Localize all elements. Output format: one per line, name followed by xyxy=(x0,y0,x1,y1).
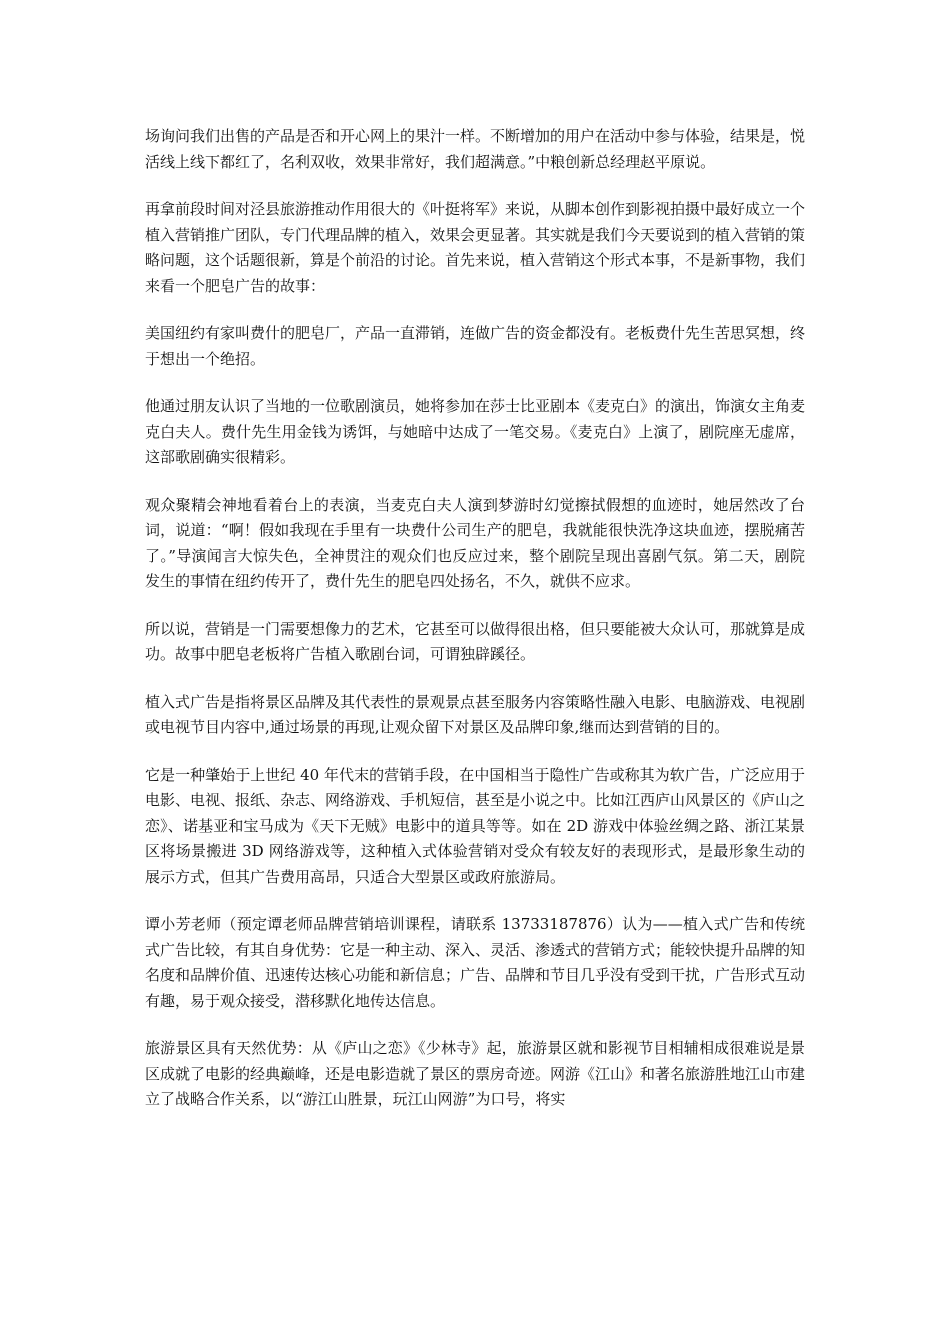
paragraph-2: 再拿前段时间对泾县旅游推动作用很大的《叶挺将军》来说，从脚本创作到影视拍摄中最好成立一个植入营销推广团队，专门代理品牌的植入，效果会更显著。其实就是我们今天要说到的植入营销的策略问题，这个话题很新，算是个前沿的讨论。首先来说，植入营销这个形式本事，不是新事物，我们来看一个肥皂广告的故事： xyxy=(145,200,806,295)
paragraph-9: 谭小芳老师（预定谭老师品牌营销培训课程，请联系 13733187876）认为——植入式广告和传统式广告比较，有其自身优势：它是一种主动、深入、灵活、渗透式的营销方式；能较快提升品牌的知名度和品牌价值、迅速传达核心功能和新信息；广告、品牌和节目几乎没有受到干扰，广告形式互动有趣，易于观众接受，潜移默化地传达信息。 xyxy=(145,915,806,1010)
paragraph-7: 植入式广告是指将景区品牌及其代表性的景观景点甚至服务内容策略性融入电影、电脑游戏、电视剧或电视节目内容中,通过场景的再现,让观众留下对景区及品牌印象,继而达到营销的目的。 xyxy=(145,692,806,736)
paragraph-1: 场询问我们出售的产品是否和开心网上的果汁一样。不断增加的用户在活动中参与体验，结果是，悦活线上线下都红了，名利双收，效果非常好，我们超满意。”中粮创新总经理赵平原说。 xyxy=(145,127,806,171)
document-body xyxy=(145,124,805,1135)
paragraph-4: 他通过朋友认识了当地的一位歌剧演员，她将参加在莎士比亚剧本《麦克白》的演出，饰演女主角麦克白夫人。费什先生用金钱为诱饵，与她暗中达成了一笔交易。《麦克白》上演了，剧院座无虚席，这部歌剧确实很精彩。 xyxy=(145,397,806,466)
paragraph-5: 观众聚精会神地看着台上的表演，当麦克白夫人演到梦游时幻觉擦拭假想的血迹时，她居然改了台词，说道：“啊！假如我现在手里有一块费什公司生产的肥皂，我就能很快洗净这块血迹，摆脱痛苦了。”导演闻言大惊失色，全神贯注的观众们也反应过来，整个剧院呈现出喜剧气氛。第二天，剧院发生的事情在纽约传开了，费什先生的肥皂四处扬名，不久，就供不应求。 xyxy=(145,495,805,590)
paragraph-10: 旅游景区具有天然优势：从《庐山之恋》《少林寺》起，旅游景区就和影视节目相辅相成很难说是景区成就了电影的经典巅峰，还是电影造就了景区的票房奇迹。网游《江山》和著名旅游胜地江山市建立了战略合作关系，以“游江山胜景，玩江山网游”为口号，将实 xyxy=(145,1039,806,1108)
paragraph-3: 美国纽约有家叫费什的肥皂厂，产品一直滞销，连做广告的资金都没有。老板费什先生苦思冥想，终于想出一个绝招。 xyxy=(145,324,806,368)
paragraph-6: 所以说，营销是一门需要想像力的艺术，它甚至可以做得很出格，但只要能被大众认可，那就算是成功。故事中肥皂老板将广告植入歌剧台词，可谓独辟蹊径。 xyxy=(145,619,806,663)
paragraph-8: 它是一种肇始于上世纪 40 年代末的营销手段，在中国相当于隐性广告或称其为软广告，广泛应用于电影、电视、报纸、杂志、网络游戏、手机短信，甚至是小说之中。比如江西庐山风景区的《庐山之恋》、诺基亚和宝马成为《天下无贼》电影中的道具等等。如在 2D 游戏中体验丝绸之路、浙江某景区将场景搬进 3D 网络游戏等，这种植入式体验营销对受众有较友好的表现形式，是最形象生动的展示方式，但其广告费用高昂，只适合大型景区或政府旅游局。 xyxy=(145,765,806,886)
